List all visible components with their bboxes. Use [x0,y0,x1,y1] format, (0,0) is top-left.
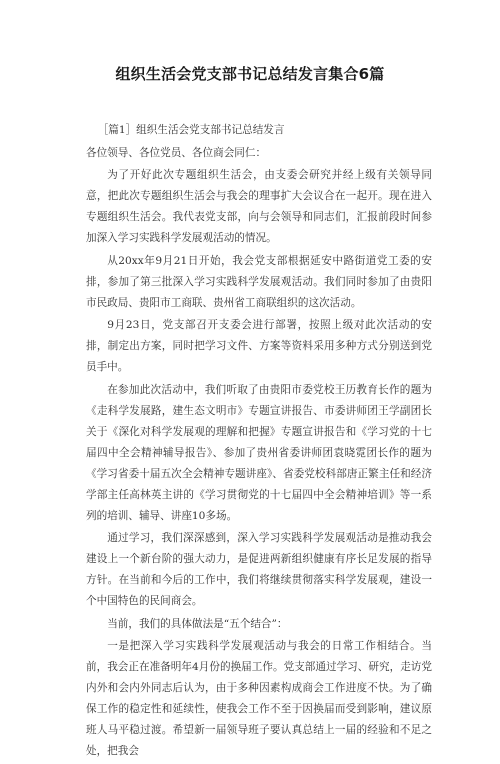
section-heading: ［篇1］组织生活会党支部书记总结发言 [97,124,285,136]
body-paragraph: 一是把深入学习实践科学发展观活动与我会的日常工作相结合。当前，我会正在准备明年4月份的换届工作。党支部通过学习、研究，走访党内外和会内外同志后认为，由于多种因素构成商会工作进度不快。为了确保工作的稳定性和延续性，使我会工作不至于因换届而受到影响，建议原班人马平稳过渡。希望新一届领导班子要认真总结上一届的经验和不足之处，把我会 [86,640,432,757]
body-paragraph: 在参加此次活动中，我们听取了由贵阳市委党校王历教育长作的题为《走科学发展路，建生态文明市》专题宣讲报告、市委讲师团王学副团长关于《深化对科学发展观的理解和把握》专题宣讲报告和《学习党的十七届四中全会精神辅导报告》、参加了贵州省委讲师团袁晓霓团长作的题为《学习省委十届五次全会精神专题讲座》、省委党校科部唐正繁主任和经济学部主任高林英主讲的《学习贯彻党的十七届四中全会精神培训》等一系列的培训、辅导、讲座10多场。 [86,383,432,522]
body-paragraph: 9月23日，党支部召开支委会进行部署，按照上级对此次活动的安排，制定出方案，同时把学习文件、方案等资料采用多种方式分别送到党员手中。 [86,319,432,373]
body-paragraph: 从20xx年9月21日开始，我会党支部根据延安中路街道党工委的安排，参加了第三批深入学习实践科学发展观活动。我们同时参加了由贵阳市民政局、贵阳市工商联、贵州省工商联组织的这次活动。 [86,254,432,309]
body-paragraph: 当前，我们的具体做法是“五个结合”： [107,617,288,630]
document-body [86,120,432,764]
body-paragraph: 为了开好此次专题组织生活会，由支委会研究并经上级有关领导同意，把此次专题组织生活会与我会的理事扩大会议合在一起开。现在进入专题组织生活会。我代表党支部，向与会领导和同志们，汇报前段时间参加深入学习实践科学发展观活动的情况。 [86,169,432,244]
salutation-paragraph: 各位领导、各位党员、各位商会同仁： [86,146,267,159]
body-paragraph: 通过学习，我们深深感到，深入学习实践科学发展观活动是推动我会建设上一个新台阶的强大动力，是促进两新组织健康有序长足发展的指导方针。在当前和今后的工作中，我们将继续贯彻落实科学发展观，建设一个中国特色的民间商会。 [86,532,432,607]
document-title: 组织生活会党支部书记总结发言集合6篇 [115,65,385,83]
